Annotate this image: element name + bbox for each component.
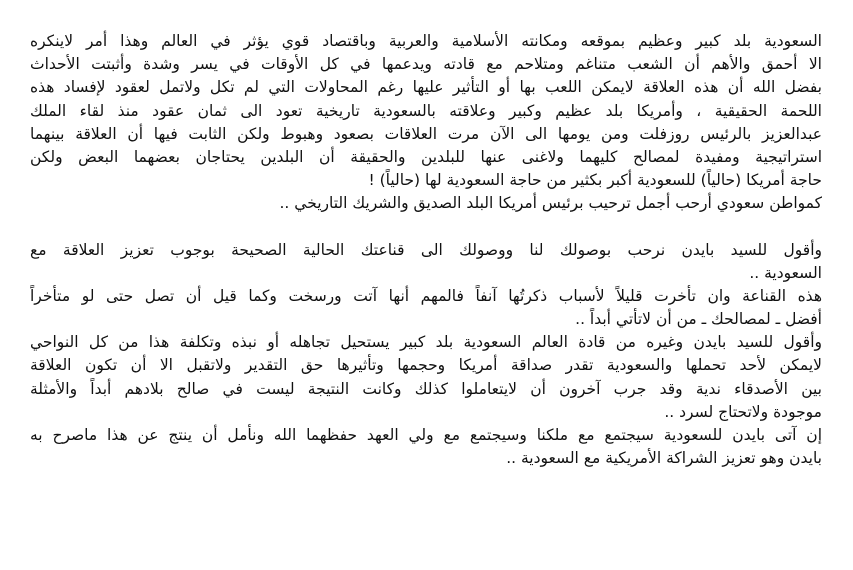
text-line: أفضل ـ لمصالحك ـ من أن لاتأتي أبداً .. xyxy=(575,310,822,329)
text-line: السعودية بلد كبير وعظيم بموقعه ومكانته الأسلامية والعربية وباقتصاد قوي يؤثر في العالم وهذا أمر لاينكره xyxy=(30,32,822,50)
text-line: لايمكن لأحد تحملها والسعودية تقدر صداقة أمريكا وحجمها وتأثيرها حق التقدير ولاتقبل الا أن تكون العلاقة xyxy=(30,356,822,375)
article-body xyxy=(30,30,822,470)
text-line: بين الأصدقاء ندية وقد جرب آخرون أن لايتعاملوا كذلك وكانت النتيجة ليست في صالح بلادهم أبداً والأمثلة xyxy=(30,379,822,398)
paragraph-5 xyxy=(30,424,822,470)
paragraph-1 xyxy=(30,30,822,216)
text-line: استراتيجية ومفيدة لمصالح كليهما ولاغنى عنها للبلدين والحقيقة أن البلدين يحتاجان بعضهما البعض ولكن xyxy=(30,147,822,166)
text-line: اللحمة الحقيقية ، وأمريكا بلد عظيم وكبير وعلاقته بالسعودية تاريخية تعود الى ثمان عقود منذ لقاء الملك xyxy=(30,101,822,120)
text-line: عبدالعزيز بالرئيس روزفلت ومن يومها الى الآن مرت العلاقات بصعود وهبوط ولكن الثابت فيها أن العلاقة بينهما xyxy=(30,124,822,143)
text-line: هذه القناعة وان تأخرت قليلاً لأسباب ذكرتُها آنفاً فالمهم أنها آتت ورسخت وكما قيل أن تصل حتى لو متأخراً xyxy=(30,286,822,305)
text-line: موجودة ولاتحتاج لسرد .. xyxy=(664,402,822,421)
text-line: السعودية .. xyxy=(749,263,822,282)
text-line: بفضل الله أن هذه العلاقة لايمكن اللعب بها أو التأثير عليها رغم المحاولات التي لم تكل ولاتمل لعقود لإفساد هذه xyxy=(30,78,822,97)
paragraph-spacer xyxy=(30,216,822,239)
text-line: حاجة أمريكا (حالياً) للسعودية أكبر بكثير من حاجة السعودية لها (حالياً) ! xyxy=(368,171,822,190)
text-line: الا أحمق والأهم أن الشعب متناغم ومتلاحم مع قادته ويدعمها في كل الأوقات في يسر وشدة وأثبتت الأحداث xyxy=(30,55,822,74)
cropped-header xyxy=(80,0,773,10)
text-line: إن آتى بايدن للسعودية سيجتمع مع ملكنا وسيجتمع مع ولي العهد حفظهما الله ونأمل أن ينتج عن هذا ماصرح به xyxy=(30,426,822,444)
paragraph-2 xyxy=(30,239,822,285)
text-line: وأقول للسيد بايدن نرحب بوصولك لنا ووصولك الى قناعتك الحالية الصحيحة بوجوب تعزيز العلاقة مع xyxy=(30,240,822,259)
text-line: بايدن وهو تعزيز الشراكة الأمريكية مع السعودية .. xyxy=(506,449,822,468)
paragraph-4 xyxy=(30,331,822,424)
paragraph-3 xyxy=(30,285,822,331)
text-line: وأقول للسيد بايدن وغيره من قادة العالم السعودية بلد كبير يستحيل تجاهله أو نبذه وتكلفة هذا من كل النواحي xyxy=(30,333,822,352)
text-line: كمواطن سعودي أرحب أجمل ترحيب برئيس أمريكا البلد الصديق والشريك التاريخي .. xyxy=(279,194,822,213)
